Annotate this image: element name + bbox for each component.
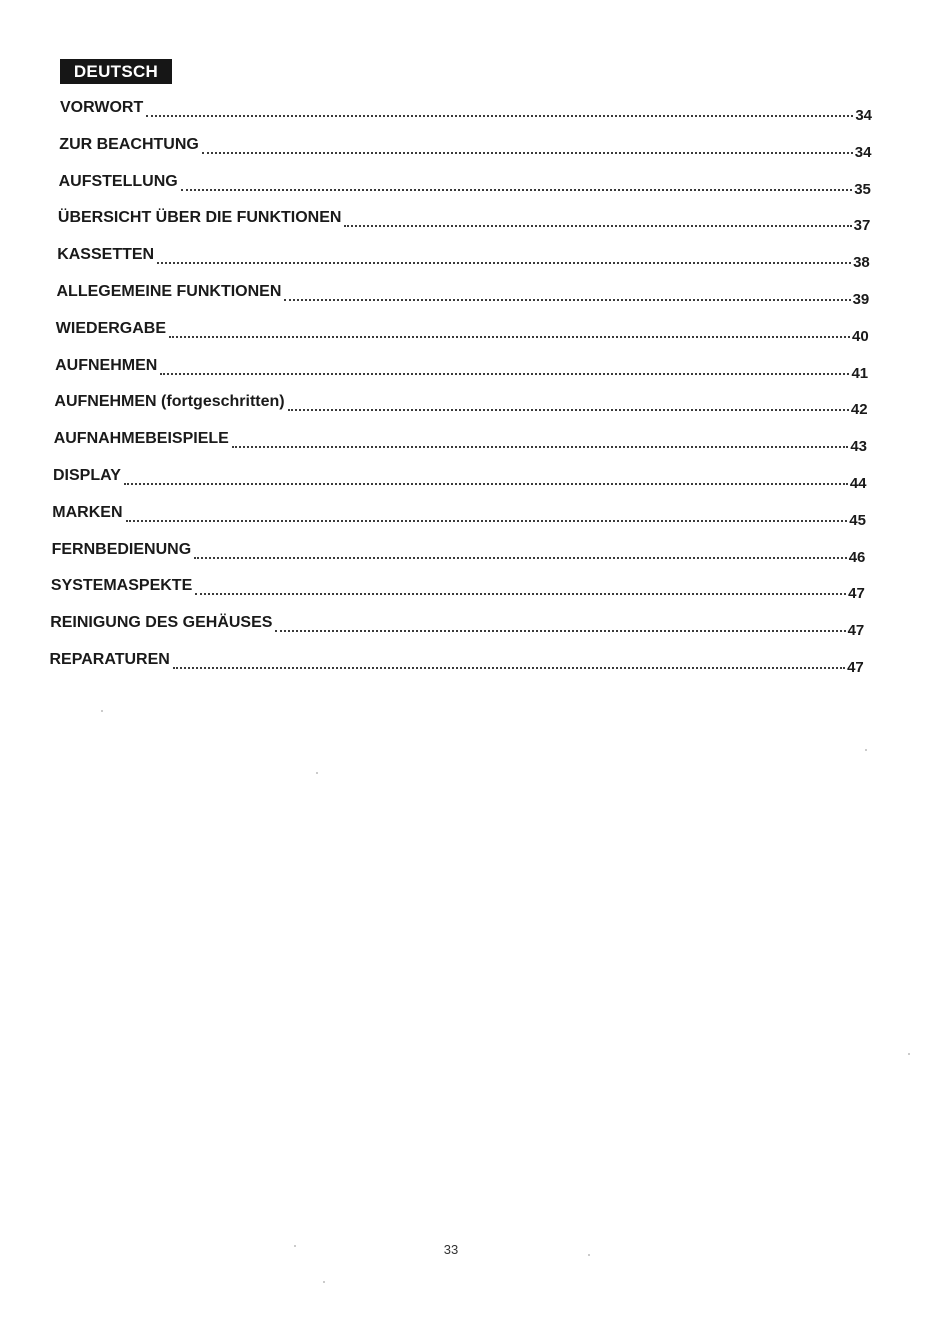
- scan-speck: [323, 1281, 325, 1283]
- toc-entry-title: WIEDERGABE: [55, 319, 167, 337]
- toc-entry-page: 34: [854, 143, 872, 161]
- toc-entry-aufnehmen[interactable]: [55, 358, 868, 382]
- toc-entry-kassetten[interactable]: [57, 247, 870, 271]
- toc-entry-title: VORWORT: [60, 99, 144, 116]
- toc-entry-title: DISPLAY: [53, 467, 121, 484]
- dot-leader: [232, 446, 849, 448]
- toc-entry-page: 44: [849, 475, 867, 492]
- toc-entry-aufstellung[interactable]: [59, 174, 871, 198]
- toc-entry-title: AUFSTELLUNG: [58, 172, 178, 190]
- dot-leader: [284, 299, 850, 301]
- language-label: DEUTSCH: [60, 59, 172, 84]
- toc-entry-page: 47: [847, 659, 864, 676]
- toc-entry-page: 37: [853, 217, 871, 235]
- toc-entry-page: 34: [855, 107, 872, 124]
- toc-entry-reinigung[interactable]: [50, 615, 864, 639]
- toc-entry-title: REPARATUREN: [49, 651, 170, 668]
- toc-entry-aufnahmebeispiele[interactable]: [54, 431, 867, 455]
- dot-leader: [344, 225, 851, 227]
- toc-entry-reparaturen[interactable]: [50, 652, 864, 676]
- toc-entry-title: FERNBEDIENUNG: [51, 540, 192, 558]
- toc-entry-aufnehmen-fortgeschritten[interactable]: [54, 394, 867, 418]
- toc-entry-title: ZUR BEACHTUNG: [59, 135, 199, 153]
- dot-leader: [173, 667, 845, 669]
- dot-leader: [275, 630, 845, 632]
- toc-entry-title: AUFNEHMEN: [55, 356, 158, 374]
- toc-entry-systemaspekte[interactable]: [51, 578, 865, 602]
- toc-entry-page: 39: [852, 291, 870, 308]
- toc-entry-marken[interactable]: [52, 505, 866, 529]
- toc-entry-zur-beachtung[interactable]: [59, 137, 871, 161]
- toc-entry-page: 43: [850, 438, 868, 456]
- toc-entry-page: 41: [851, 364, 869, 382]
- dot-leader: [195, 593, 846, 595]
- scan-speck: [294, 1245, 296, 1247]
- toc-entry-page: 47: [848, 585, 865, 603]
- toc-entry-page: 46: [848, 548, 866, 566]
- dot-leader: [124, 483, 848, 485]
- scan-speck: [908, 1053, 910, 1055]
- toc-entry-wiedergabe[interactable]: [56, 321, 869, 345]
- scan-speck: [316, 772, 318, 774]
- toc-entry-vorwort[interactable]: [60, 100, 872, 124]
- toc-entry-title: AUFNEHMEN (fortgeschritten): [54, 393, 285, 411]
- dot-leader: [157, 262, 851, 264]
- toc-entry-page: 47: [847, 622, 865, 640]
- toc-entry-display[interactable]: [53, 468, 867, 492]
- toc-entry-title: ÜBERSICHT ÜBER DIE FUNKTIONEN: [57, 209, 342, 227]
- scan-speck: [588, 1254, 590, 1256]
- toc-entry-page: 40: [852, 327, 869, 345]
- dot-leader: [169, 336, 850, 338]
- dot-leader: [202, 152, 853, 154]
- toc-entry-title: REINIGUNG DES GEHÄUSES: [50, 614, 273, 632]
- scan-speck: [101, 710, 103, 712]
- page-number: 33: [443, 1242, 459, 1257]
- toc-entry-page: 42: [850, 401, 868, 419]
- dot-leader: [194, 557, 847, 559]
- toc-entry-allegemeine-funktionen[interactable]: [57, 284, 870, 308]
- dot-leader: [126, 520, 848, 522]
- scan-speck: [865, 749, 867, 751]
- toc-entry-uebersicht[interactable]: [58, 210, 870, 234]
- toc-entry-fernbedienung[interactable]: [52, 542, 866, 566]
- toc-entry-page: 38: [853, 254, 870, 272]
- dot-leader: [181, 189, 853, 191]
- dot-leader: [160, 373, 849, 375]
- dot-leader: [288, 409, 849, 411]
- toc-entry-title: MARKEN: [52, 503, 123, 521]
- toc-entry-title: ALLEGEMEINE FUNKTIONEN: [56, 283, 282, 300]
- toc-entry-title: SYSTEMASPEKTE: [50, 577, 193, 595]
- toc-entry-title: AUFNAHMEBEISPIELE: [53, 430, 229, 448]
- toc-entry-page: 35: [854, 180, 871, 198]
- dot-leader: [146, 115, 853, 117]
- toc-entry-page: 45: [849, 511, 866, 529]
- toc-entry-title: KASSETTEN: [57, 246, 155, 264]
